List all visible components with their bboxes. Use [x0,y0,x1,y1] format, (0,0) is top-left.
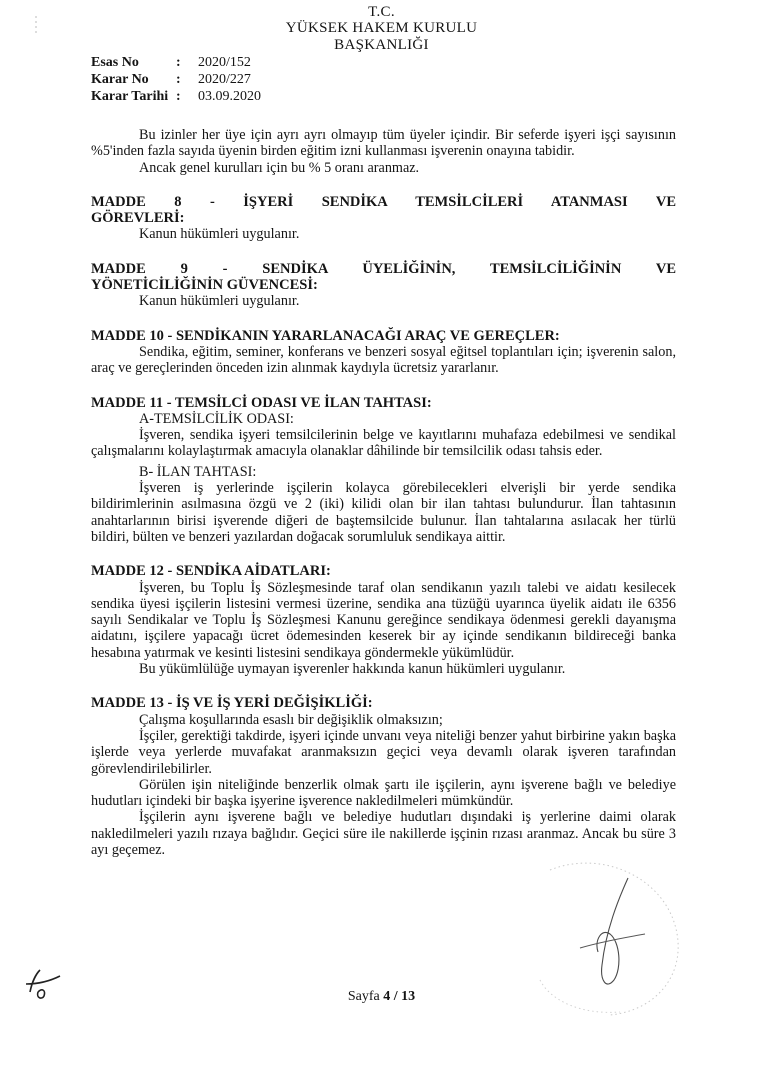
article-13-title: MADDE 13 - İŞ VE İŞ YERİ DEĞİŞİKLİĞİ: [91,695,373,712]
article-13-p2: İşçiler, gerektiği takdirde, işyeri içinde unvanı veya niteliği benzer yahut birbirine yakın başka işlerde veya yerlerde muvafakat aranmaksızın geçici veya devamlı olarak işveren tarafından görevlendirilebilirler. [91,727,676,777]
meta-colon: : [176,55,181,70]
article-8-text: Kanun hükümleri uygulanır. [139,226,300,243]
meta-value: 2020/152 [198,55,251,70]
meta-label: Esas No [91,55,139,70]
article-8-title-cont: GÖREVLERİ: [91,210,185,227]
paragraph-general-assembly: Ancak genel kurulları için bu % 5 oranı aranmaz. [139,159,420,176]
article-13-p4: İşçilerin aynı işverene bağlı ve belediye hudutları dışındaki iş yerlerine daimi olarak nakledilmeleri yazılı rızaya bağlıdır. Geçici süre ile nakillerde işçinin rızası aranmaz. Ancak bu süre 3 ayı geçemez. [91,809,676,858]
meta-label: Karar No [91,72,149,87]
article-11-text-b: İşveren iş yerlerinde işçilerin kolayca görebilecekleri elverişli bir yerde sendika bildirimlerinin asılmasına özgü ve 2 (iki) kilidi olan bir ilan tahtası bulundurur. İlan tahtasının anahtarlarının birisi işverende diğeri de baştemsilcide bulunur. İlan tahtalarına asılacak her türlü bildiri, bülten ve benzeri yazılardan doğacak sorumluluk sendikaya aittir. [91,480,676,545]
case-meta [91,54,261,105]
meta-row-tarih [91,88,261,105]
article-11-subtitle-b: B- İLAN TAHTASI: [139,463,257,480]
meta-value: 2020/227 [198,72,251,87]
meta-row-karar [91,71,261,88]
page-footer [0,989,763,1005]
article-11-title: MADDE 11 - TEMSİLCİ ODASI VE İLAN TAHTASI: [91,394,432,411]
article-12-title: MADDE 12 - SENDİKA AİDATLARI: [91,563,331,580]
paragraph-permits: Bu izinler her üye için ayrı ayrı olmayıp tüm üyeler içindir. Bir seferde işyeri işçi sayısının %5'inden fazla sayıda üyenin birden eğitim izni kullanması işverenin onayına tabidir. [91,127,676,160]
article-11-subtitle-a: A-TEMSİLCİLİK ODASI: [139,410,294,427]
article-9-title-cont: YÖNETİCİLİĞİNİN GÜVENCESİ: [91,277,318,294]
article-9-title: MADDE 9 - SENDİKA ÜYELİĞİNİN, TEMSİLCİLİĞİNİN VE [91,260,676,277]
article-13-p3: Görülen işin niteliğinde benzerlik olmak şartı ile işçilerin, aynı işverene bağlı ve belediye hudutları içindeki bir başka işyerine işverence nakledilmeleri mümkündür. [91,776,676,810]
article-10-title: MADDE 10 - SENDİKANIN YARARLANACAĞI ARAÇ VE GEREÇLER: [91,327,560,344]
article-12-text: İşveren, bu Toplu İş Sözleşmesinde taraf olan sendikanın yazılı talebi ve aidatı kesilecek sendika üyesi işçilerin listesini vermesi üzerine, sendika ana tüzüğü uyarınca üyelik aidatı ile 6356 sayılı Sendikalar ve Toplu İş Sözleşmesi Kanunu gereğince sendikaya ödenmesi gerekli dayanışma aidatını, işçilere yapacağı ücret ödemesinden keserek bir ay içinde sendikanın bildireceği banka hesabına yatırmak ve kesinti listesini sendikaya göndermekle yükümlüdür. [91,579,676,661]
page-number: 4 [383,989,391,1004]
page-label: Sayfa [347,989,380,1004]
meta-label: Karar Tarihi [91,89,169,104]
article-12-text-2: Bu yükümlülüğe uymayan işverenler hakkında kanun hükümleri uygulanır. [139,661,566,678]
document-body [91,127,676,858]
meta-row-esas [91,54,261,71]
article-8-title: MADDE 8 - İŞYERİ SENDİKA TEMSİLCİLERİ ATANMASI VE [91,193,676,210]
article-11-text-a: İşveren, sendika işyeri temsilcilerinin belge ve kayıtlarını muhafaza edebilmesi ve sendikal çalışmalarını kolaylaştırmak amacıyla olanaklar dâhilinde bir temsilcilik odası tahsis eder. [91,427,676,460]
page-total: 13 [401,989,416,1004]
article-10-text: Sendika, eğitim, seminer, konferans ve benzeri sosyal eğitsel toplantıları için; işverenin salon, araç ve gereçlerinden önceden izin alınmak kaydıyla ücretsiz yararlanır. [91,343,676,377]
header-tc: T.C. [368,4,395,20]
header-department: BAŞKANLIĞI [334,37,429,53]
header-institution: YÜKSEK HAKEM KURULU [285,20,478,36]
article-13-p1: Çalışma koşullarında esaslı bir değişiklik olmaksızın; [139,711,443,728]
meta-colon: : [176,89,181,104]
meta-colon: : [176,72,181,87]
article-9-text: Kanun hükümleri uygulanır. [139,293,300,310]
page-separator: / [393,989,398,1004]
meta-value: 03.09.2020 [198,89,261,104]
